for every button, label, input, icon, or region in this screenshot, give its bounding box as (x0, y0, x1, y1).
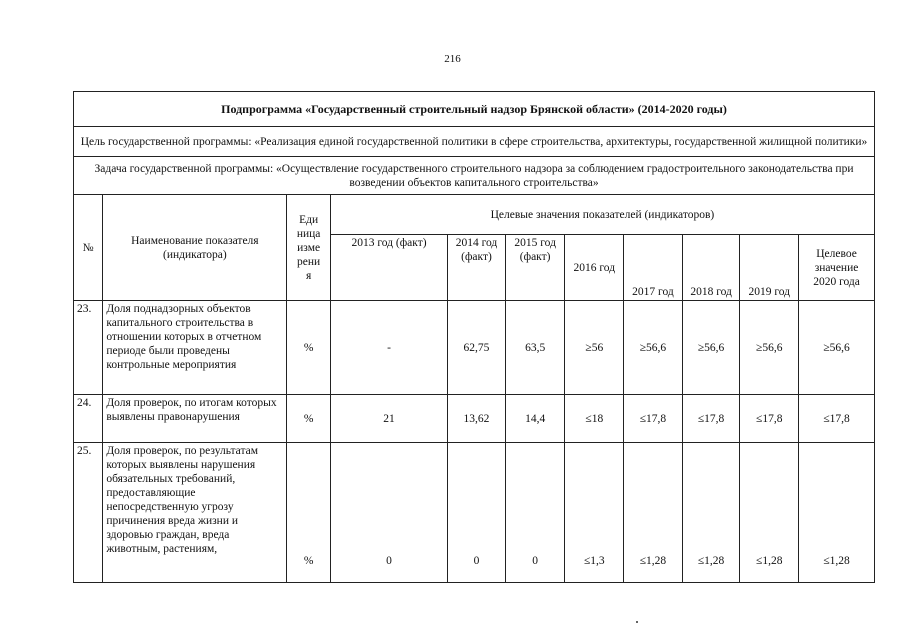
header-year-2017: 2017 год (624, 235, 683, 301)
table-row (74, 301, 875, 395)
indicator-unit: % (287, 301, 330, 395)
indicator-unit: % (287, 443, 330, 583)
page-number: 216 (444, 53, 461, 65)
unit-line: ница (296, 227, 321, 240)
header-year-2013: 2013 год (факт) (330, 235, 447, 301)
value-2016: ≥56 (565, 301, 624, 395)
row-number: 25. (74, 443, 103, 583)
value-2014: 62,75 (448, 301, 506, 395)
unit-line: изме (297, 241, 321, 254)
value-2013: - (330, 301, 447, 395)
value-2020: ≤1,28 (799, 443, 875, 583)
value-2017: ≤1,28 (624, 443, 683, 583)
unit-line: я (305, 269, 312, 282)
value-2015: 0 (505, 443, 565, 583)
header-year-2019: 2019 год (740, 235, 799, 301)
header-row-1 (74, 195, 875, 235)
value-2017: ≥56,6 (624, 301, 683, 395)
header-year-2018: 2018 год (682, 235, 740, 301)
header-unit (287, 195, 330, 301)
value-2014: 13,62 (448, 395, 506, 443)
unit-line: Еди (299, 213, 319, 226)
header-year-2016: 2016 год (565, 235, 624, 301)
value-2015: 63,5 (505, 301, 565, 395)
value-2016: ≤18 (565, 395, 624, 443)
indicator-name: Доля поднадзорных объектов капитального строительства в отношении которых в отчетном периоде были проведены контрольные мероприятия (103, 301, 287, 395)
table-row (74, 395, 875, 443)
header-year-2014: 2014 год (факт) (448, 235, 506, 301)
program-goal: Цель государственной программы: «Реализация единой государственной политики в сфере строительства, архитектуры, государственной жилищной политики» (74, 127, 875, 157)
value-2014: 0 (448, 443, 506, 583)
value-2015: 14,4 (505, 395, 565, 443)
indicators-table (73, 91, 875, 583)
value-2013: 21 (330, 395, 447, 443)
value-2020: ≤17,8 (799, 395, 875, 443)
value-2016: ≤1,3 (565, 443, 624, 583)
value-2017: ≤17,8 (624, 395, 683, 443)
unit-line: рени (297, 255, 321, 268)
program-task: Задача государственной программы: «Осуществление государственного строительного надзора за соблюдением градостроительного законодательства при возведении объектов капитального строительства» (74, 157, 875, 195)
value-2018: ≤17,8 (682, 395, 740, 443)
row-number: 24. (74, 395, 103, 443)
value-2013: 0 (330, 443, 447, 583)
scan-speck (636, 621, 638, 623)
header-targets: Целевые значения показателей (индикаторов) (330, 195, 874, 235)
header-year-2015: 2015 год (факт) (505, 235, 565, 301)
value-2019: ≤17,8 (740, 395, 799, 443)
indicator-name: Доля проверок, по итогам которых выявлены правонарушения (103, 395, 287, 443)
subprogram-title: Подпрограмма «Государственный строительный надзор Брянской области» (2014-2020 годы) (74, 92, 875, 127)
value-2019: ≥56,6 (740, 301, 799, 395)
value-2020: ≥56,6 (799, 301, 875, 395)
goal-row (74, 127, 875, 157)
value-2019: ≤1,28 (740, 443, 799, 583)
row-number: 23. (74, 301, 103, 395)
value-2018: ≤1,28 (682, 443, 740, 583)
indicator-name: Доля проверок, по результатам которых выявлены нарушения обязательных требований, предоставляющие непосредственную угрозу причинения вреда жизни и здоровью граждан, вреда животным, растениям, (103, 443, 287, 583)
value-2018: ≥56,6 (682, 301, 740, 395)
task-row (74, 157, 875, 195)
header-name: Наименование показателя (индикатора) (103, 195, 287, 301)
header-target-2020: Целевое значение 2020 года (799, 235, 875, 301)
indicator-unit: % (287, 395, 330, 443)
subprogram-title-row (74, 92, 875, 127)
table-row (74, 443, 875, 583)
header-number: № (74, 195, 103, 301)
